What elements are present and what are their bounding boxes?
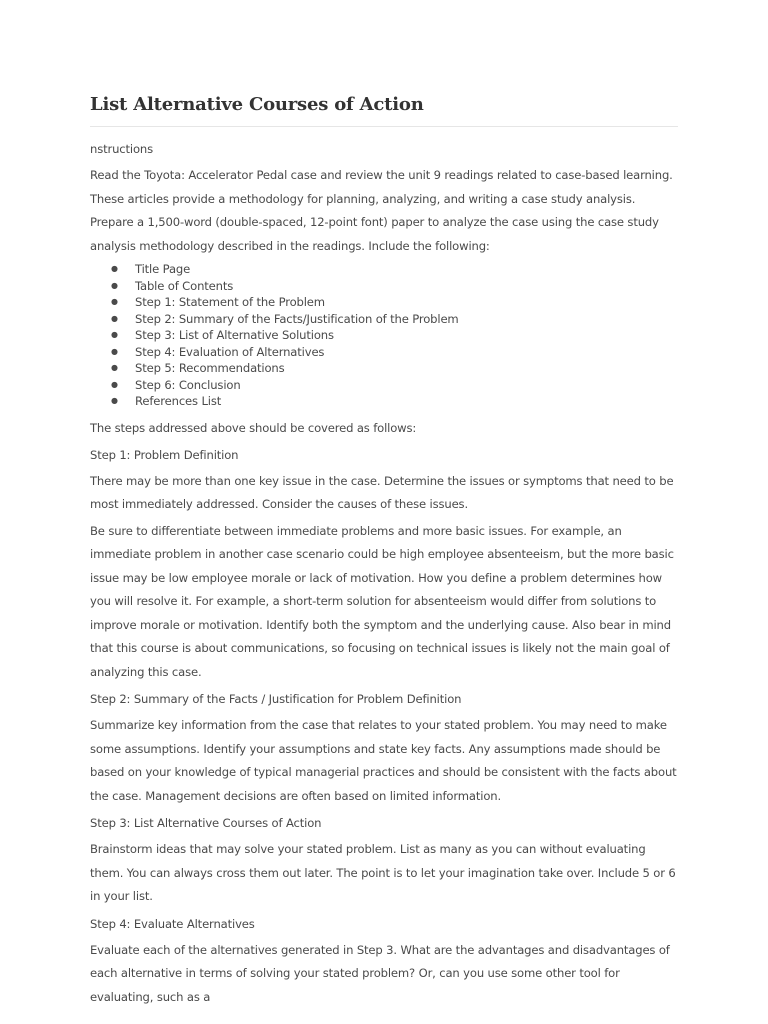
step4-paragraph: Evaluate each of the alternatives generated in Step 3. What are the advantages and disadvantages of each alternative in terms of solving your stated problem? Or, can you use some other tool for evaluating, such as a [90,942,670,1004]
steps-intro: The steps addressed above should be covered as follows: [90,420,417,435]
step3-paragraph: Brainstorm ideas that may solve your stated problem. List as many as you can without evaluating them. You can always cross them out later. The point is to let your imagination take over. Include 5 or 6 in your list. [90,842,676,903]
title-divider [90,126,678,127]
list-item [90,327,678,344]
instructions-label: nstructions [90,142,154,156]
list-item-label: References List [135,394,222,408]
bullet-icon: ● [111,280,118,290]
step2-heading: Step 2: Summary of the Facts / Justification for Problem Definition [90,692,462,706]
step1-heading: Step 1: Problem Definition [90,447,239,462]
list-item-label: Step 5: Recommendations [135,361,285,375]
list-item [90,393,678,410]
list-item [90,377,678,394]
bullet-icon: ● [111,297,118,306]
list-item-label: Step 4: Evaluation of Alternatives [135,344,325,359]
document-title: List Alternative Courses of Action [90,94,424,115]
list-item [90,360,678,377]
intro-paragraph: Read the Toyota: Accelerator Pedal case and review the unit 9 readings related to case-based learning. These articles provide a methodology for planning, analyzing, and writing a case study analysis. Prepare a 1,500-word (double-spaced, 12-point font) paper to analyze the case using the case study analysis methodology described in the readings. Include the following: [90,168,673,253]
list-item [90,261,678,278]
bullet-icon: ● [111,396,118,405]
requirements-list [90,261,678,410]
bullet-icon: ● [111,330,118,339]
list-item [90,278,678,295]
step1-paragraph: There may be more than one key issue in the case. Determine the issues or symptoms that need to be most immediately addressed. Consider the causes of these issues. [90,473,674,511]
list-item-label: Step 2: Summary of the Facts/Justification of the Problem [135,311,459,326]
bullet-icon: ● [111,363,118,372]
document-page [90,92,678,1012]
list-item [90,294,678,311]
step3-heading: Step 3: List Alternative Courses of Action [90,816,322,830]
bullet-icon: ● [111,379,118,389]
list-item-label: Step 6: Conclusion [135,377,241,392]
list-item [90,311,678,328]
step1-paragraph: Be sure to differentiate between immediate problems and more basic issues. For example, an immediate problem in another case scenario could be high employee absenteeism, but the more basic issue may be low employee morale or lack of motivation. How you define a problem determines how you will resolve it. For example, a short-term solution for absenteeism would differ from solutions to improve morale or motivation. Identify both the symptom and the underlying cause. Also bear in mind that this course is about communications, so focusing on technical issues is likely not the main goal of analyzing this case. [90,523,674,679]
step4-heading: Step 4: Evaluate Alternatives [90,916,255,931]
bullet-icon: ● [111,264,118,273]
list-item-label: Title Page [135,262,191,276]
list-item-label: Step 3: List of Alternative Solutions [135,328,334,342]
list-item-label: Step 1: Statement of the Problem [135,295,325,309]
list-item-label: Table of Contents [135,278,234,293]
bullet-icon: ● [111,313,118,323]
step2-paragraph: Summarize key information from the case that relates to your stated problem. You may need to make some assumptions. Identify your assumptions and state key facts. Any assumptions made should be based on your knowledge of typical managerial practices and should be consistent with the facts about the case. Management decisions are often based on limited information. [90,718,677,803]
list-item [90,344,678,361]
bullet-icon: ● [111,346,118,356]
